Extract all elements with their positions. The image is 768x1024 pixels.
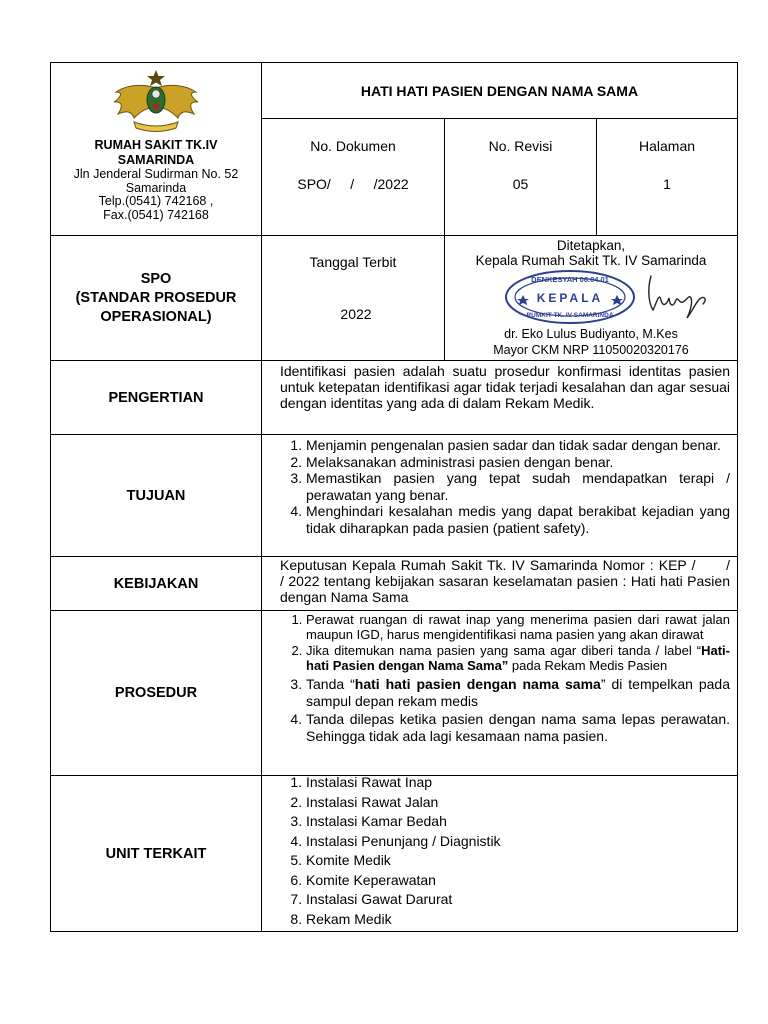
unit-item: 8. Rekam Medik bbox=[306, 910, 730, 930]
hospital-name: RUMAH SAKIT TK.IV SAMARINDA bbox=[94, 138, 218, 167]
unit-item: 5. Komite Medik bbox=[306, 851, 730, 871]
pengertian-content bbox=[262, 361, 738, 435]
tujuan-list bbox=[262, 437, 737, 536]
unit-item: 1. Instalasi Rawat Inap bbox=[306, 773, 730, 793]
prosedur-item2-post: pada Rekam Medis Pasien bbox=[508, 657, 668, 673]
prosedur-item: 1. Perawat ruangan di rawat inap yang menerima pasien dari rawat jalan maupun IGD, harus mengidentifikasi nama pasien yang akan dirawat bbox=[306, 613, 730, 642]
unit-item: 7. Instalasi Gawat Darurat bbox=[306, 890, 730, 910]
tujuan-item: 3. Memastikan pasien yang tepat sudah mendapatkan terapi / perawatan yang benar. bbox=[306, 470, 730, 503]
doc-number-cell bbox=[262, 119, 445, 236]
prosedur-label: PROSEDUR bbox=[51, 611, 262, 776]
prosedur-item bbox=[306, 644, 730, 673]
stamp-top-text: DENKESYAH 06.04.01 bbox=[531, 275, 609, 284]
unit-terkait-content bbox=[262, 776, 738, 932]
prosedur-item2-bold: Hati-hati Pasien dengan Nama Sama” bbox=[306, 643, 730, 673]
signature-icon bbox=[643, 270, 713, 322]
prosedur-item3-post: ” di tempelkan pada sampul depan rekam medis bbox=[306, 676, 730, 709]
prosedur-list bbox=[262, 613, 737, 744]
spo-label-cell bbox=[51, 236, 262, 361]
prosedur-item: 4. Tanda dilepas ketika pasien dengan nama sama lepas perawatan. Sehingga tidak ada lagi kesamaan nama pasien. bbox=[306, 711, 730, 744]
stamp-center-text: KEPALA bbox=[536, 291, 604, 305]
kebijakan-label: KEBIJAKAN bbox=[51, 557, 262, 611]
tujuan-item: 2. Melaksanakan administrasi pasien dengan benar. bbox=[306, 454, 730, 471]
spo-table bbox=[50, 62, 754, 932]
unit-item: 2. Instalasi Rawat Jalan bbox=[306, 793, 730, 813]
kebijakan-content bbox=[262, 557, 754, 611]
unit-terkait-label: UNIT TERKAIT bbox=[51, 776, 262, 932]
approval-cell bbox=[445, 236, 738, 361]
spo-line2: (STANDAR PROSEDUR bbox=[75, 289, 237, 306]
revision-label: No. Revisi bbox=[488, 138, 553, 154]
prosedur-item2-pre: Jika ditemukan nama pasien yang sama agar diberi tanda / label “ bbox=[306, 643, 702, 658]
page-cell bbox=[597, 119, 738, 236]
pengertian-text: Identifikasi pasien adalah suatu prosedur konfirmasi identitas pasien untuk ketepatan identifikasi agar tidak terjadi kesalahan dan agar sesuai dengan identitas yang ada di dalam Rekam Medik. bbox=[280, 363, 730, 411]
prosedur-item bbox=[306, 676, 730, 709]
stamp-bottom-text: RUMKIT TK. IV SAMARINDA bbox=[526, 312, 614, 319]
hospital-header-cell bbox=[51, 63, 262, 236]
hospital-telp: Telp.(0541) 742168 , bbox=[98, 194, 214, 208]
approved-label: Ditetapkan, bbox=[556, 238, 626, 253]
official-stamp-icon bbox=[503, 268, 637, 326]
unit-terkait-list bbox=[262, 773, 737, 929]
document-title: HATI HATI PASIEN DENGAN NAMA SAMA bbox=[262, 63, 738, 119]
pengertian-label: PENGERTIAN bbox=[51, 361, 262, 435]
revision-value: 05 bbox=[512, 176, 529, 192]
doc-number-value: SPO/ / /2022 bbox=[297, 176, 409, 192]
page-value: 1 bbox=[663, 176, 671, 192]
doc-number-label: No. Dokumen bbox=[310, 138, 396, 154]
tujuan-item: 1. Menjamin pengenalan pasien sadar dan tidak sadar dengan benar. bbox=[306, 437, 730, 454]
unit-item: 3. Instalasi Kamar Bedah bbox=[306, 812, 730, 832]
unit-item: 4. Instalasi Penunjang / Diagnistik bbox=[306, 832, 730, 852]
spo-line3: OPERASIONAL) bbox=[100, 308, 212, 325]
issue-date-cell bbox=[262, 236, 445, 361]
prosedur-item3-bold: hati hati pasien dengan nama sama bbox=[354, 676, 601, 692]
tujuan-content bbox=[262, 435, 738, 557]
hospital-address: Jln Jenderal Sudirman No. 52 Samarinda bbox=[73, 167, 239, 195]
issue-date-label: Tanggal Terbit bbox=[309, 254, 397, 270]
signer-name: dr. Eko Lulus Budiyanto, M.Kes bbox=[504, 327, 678, 341]
tujuan-label: TUJUAN bbox=[51, 435, 262, 557]
signer-rank: Mayor CKM NRP 11050020320176 bbox=[493, 343, 689, 357]
spo-line1: SPO bbox=[140, 270, 172, 287]
tujuan-item: 4. Menghindari kesalahan medis yang dapat berakibat kejadian yang tidak diharapkan pada pasien (patient safety). bbox=[306, 503, 730, 536]
approver-title: Kepala Rumah Sakit Tk. IV Samarinda bbox=[475, 253, 707, 268]
issue-date-value: 2022 bbox=[340, 306, 372, 322]
unit-item: 6. Komite Keperawatan bbox=[306, 871, 730, 891]
page-label: Halaman bbox=[638, 138, 696, 154]
revision-cell bbox=[445, 119, 597, 236]
prosedur-content bbox=[262, 611, 738, 776]
hospital-fax: Fax.(0541) 742168 bbox=[103, 207, 209, 222]
hospital-eagle-emblem-icon bbox=[110, 68, 202, 136]
prosedur-item3-pre: Tanda “ bbox=[306, 676, 355, 692]
spo-document bbox=[50, 62, 754, 932]
kebijakan-text: Keputusan Kepala Rumah Sakit Tk. IV Samarinda Nomor : KEP / / / 2022 tentang kebijakan sasaran keselamatan pasien : Hati hati Pasien dengan Nama Sama bbox=[280, 557, 754, 605]
